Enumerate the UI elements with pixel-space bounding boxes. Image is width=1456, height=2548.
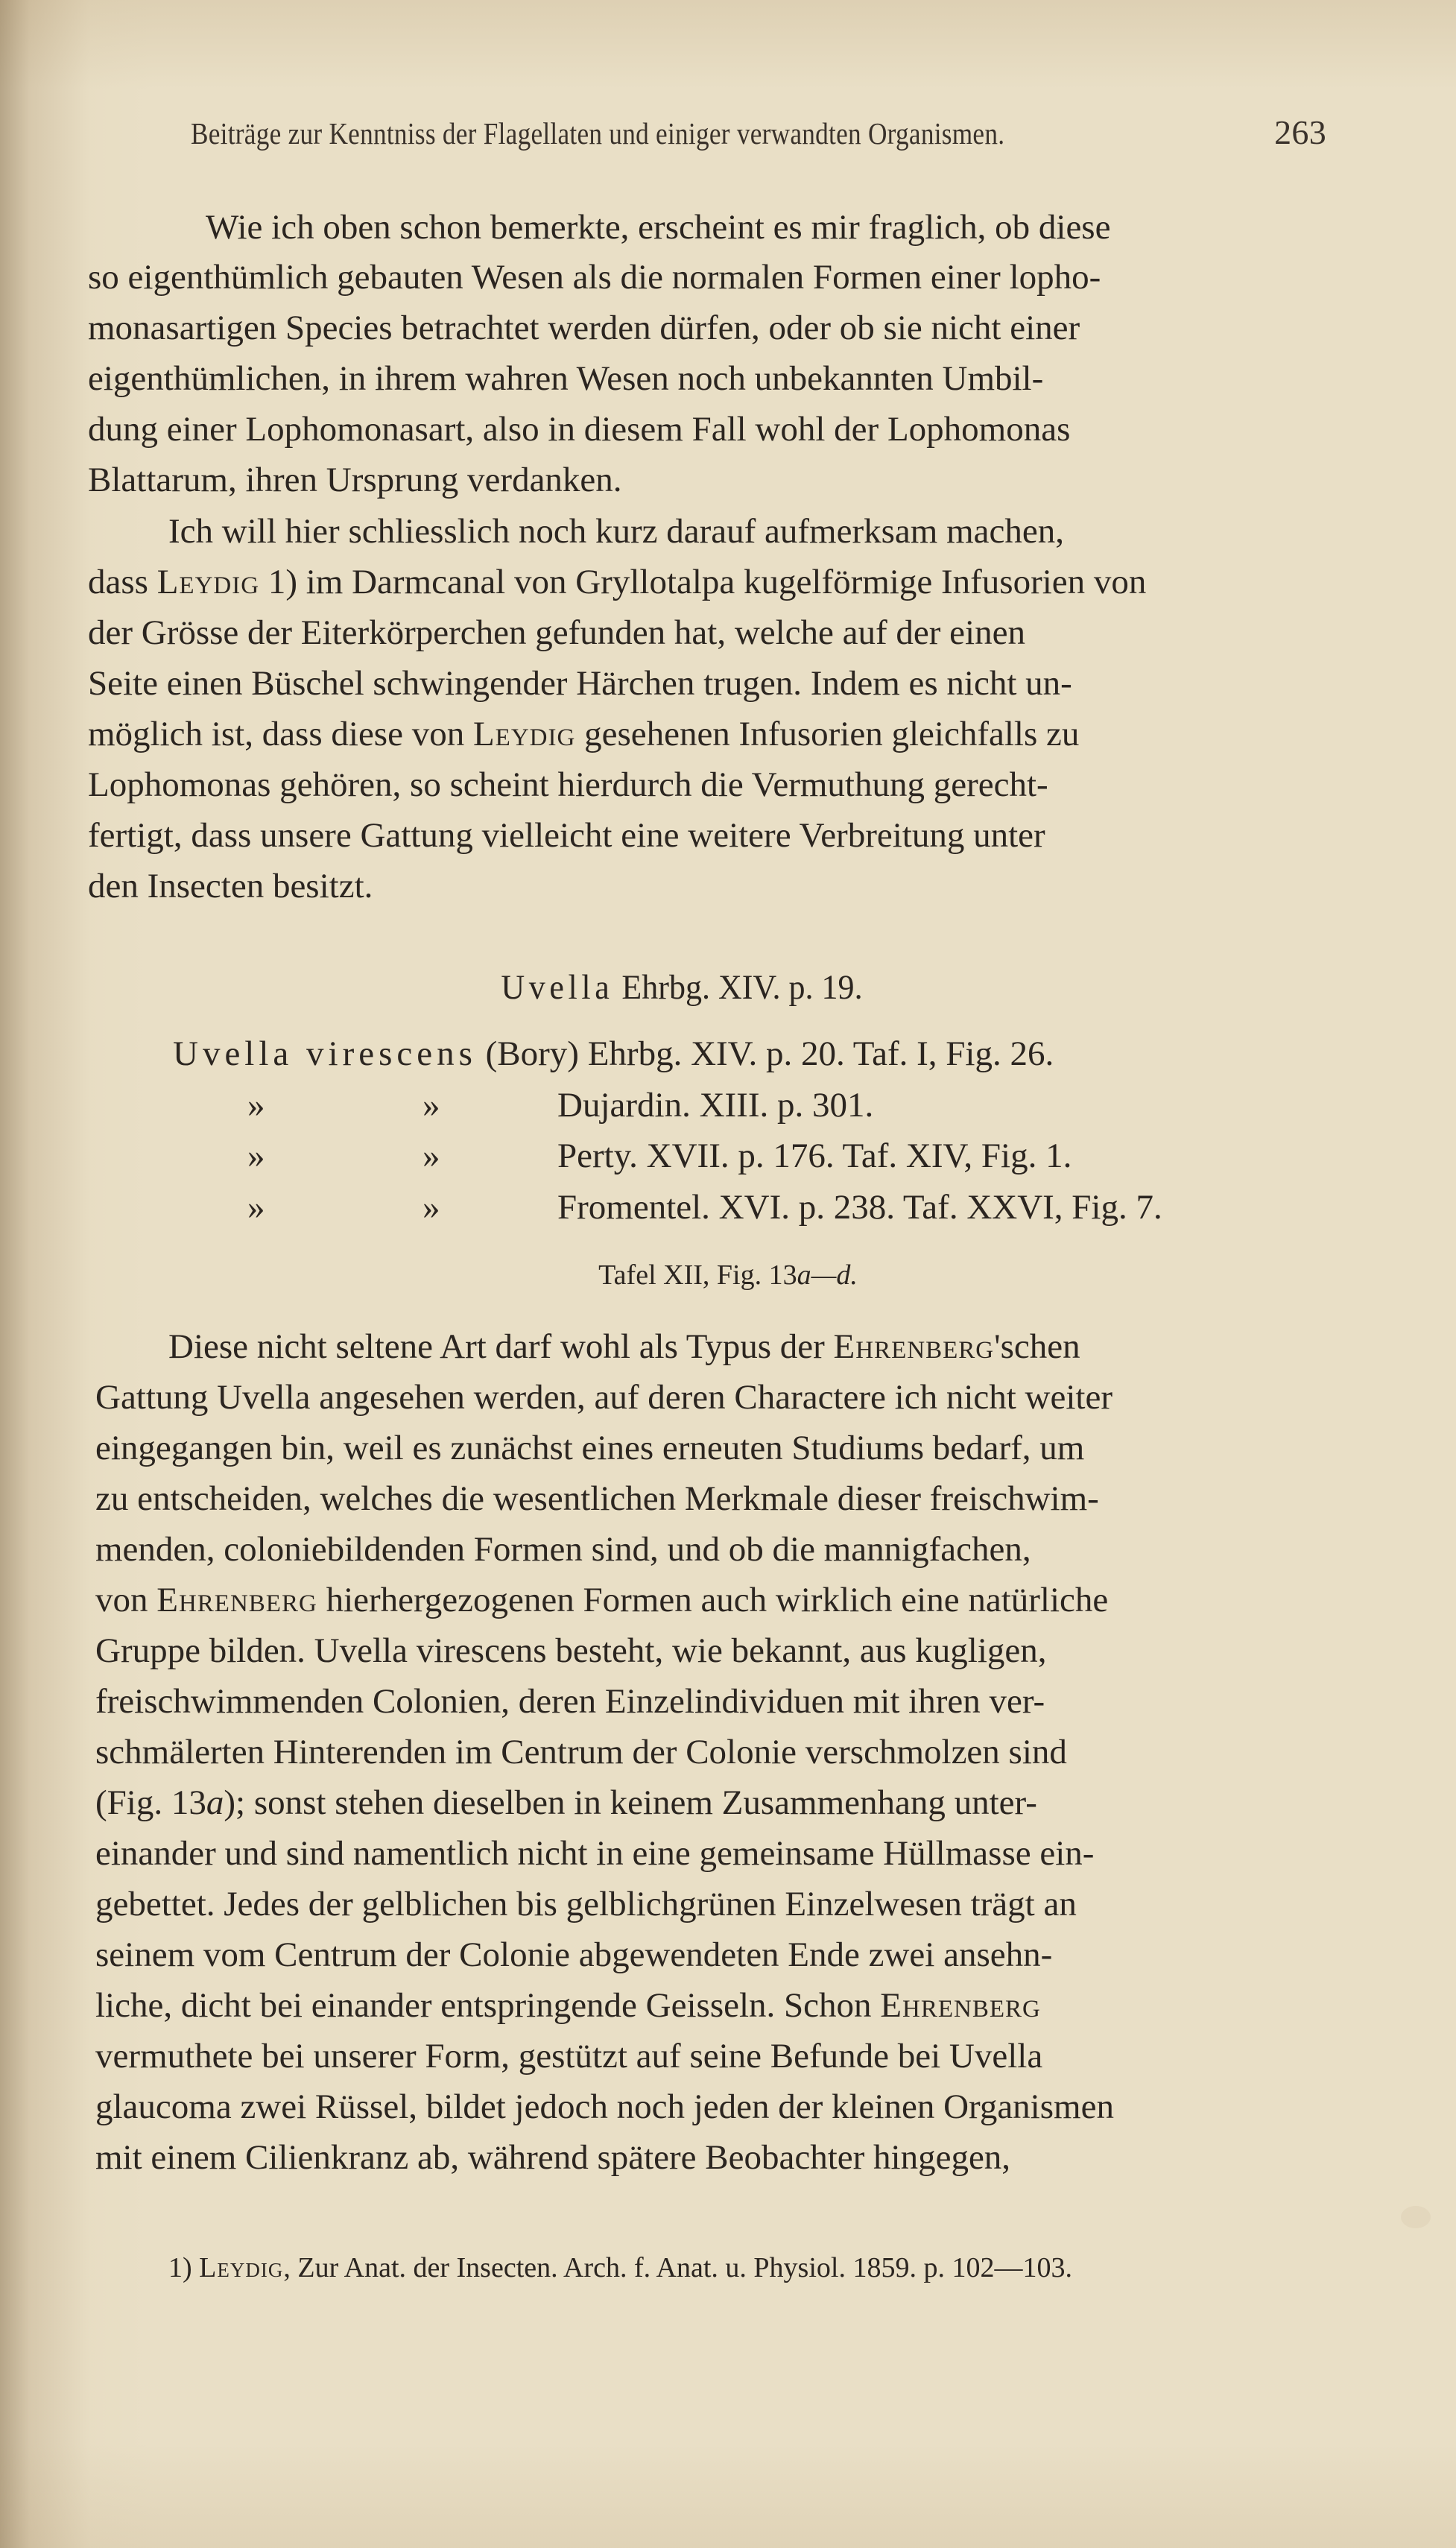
synonymy-row xyxy=(422,1134,440,1178)
line-text: eingegangen bin, weil es zunächst eines erneuten Studiums bedarf, um xyxy=(95,1429,1085,1467)
footnote-text: , Zur Anat. der Insecten. Arch. f. Anat. u. Physiol. 1859. p. 102—103. xyxy=(283,2252,1072,2283)
text-line xyxy=(88,356,1347,401)
line-text: eigenthümlichen, in ihrem wahren Wesen noch unbekannten Umbil- xyxy=(88,359,1044,398)
synonymy-citation-row xyxy=(557,1134,1072,1178)
line-text: freischwimmenden Colonien, deren Einzelindividuen mit ihren ver- xyxy=(95,1682,1045,1721)
line-text: dass xyxy=(88,563,157,601)
text-line xyxy=(95,2135,1010,2180)
line-text: Diese nicht seltene Art darf wohl als Typus der xyxy=(168,1327,834,1366)
paper-stain xyxy=(1401,2206,1431,2228)
page-number: 263 xyxy=(1274,113,1326,151)
line-text: so eigenthümlich gebauten Wesen als die normalen Formen einer lopho- xyxy=(88,258,1101,297)
synonymy-citation-row xyxy=(557,1083,873,1128)
synonymy-row xyxy=(247,1083,265,1128)
plate-figure-range: a—d. xyxy=(797,1259,858,1291)
ditto-mark: » xyxy=(422,1137,440,1175)
synonymy-citation: (Bory) Ehrbg. XIV. p. 20. Taf. I, Fig. 26. xyxy=(485,1034,1054,1073)
line-text: hierhergezogenen Formen auch wirklich eine natürliche xyxy=(317,1581,1109,1619)
line-text: Blattarum, ihren Ursprung verdanken. xyxy=(88,461,622,499)
text-line xyxy=(88,762,1048,807)
text-line xyxy=(95,1831,1094,1876)
text-line xyxy=(95,1375,1112,1420)
text-line xyxy=(95,1932,1052,1977)
ditto-mark: » xyxy=(247,1188,265,1227)
text-line xyxy=(88,813,1045,858)
author-name: Ehrenberg xyxy=(156,1581,317,1619)
plate-text: Tafel XII, Fig. 13 xyxy=(598,1259,797,1291)
text-line xyxy=(88,458,1347,502)
text-line xyxy=(88,864,373,908)
synonymy-citation-row xyxy=(557,1185,1162,1230)
line-text: gesehenen Infusorien gleichfalls zu xyxy=(575,715,1080,753)
genus-citation: Ehrbg. XIV. p. 19. xyxy=(613,968,863,1007)
author-name: Ehrenberg xyxy=(833,1327,995,1366)
text-line xyxy=(88,661,1072,706)
line-text: glaucoma zwei Rüssel, bildet jedoch noch jeden der kleinen Organismen xyxy=(95,2087,1114,2126)
author-name: Leydig xyxy=(156,563,260,601)
line-text: fertigt, dass unsere Gattung vielleicht eine weitere Verbreitung unter xyxy=(88,816,1045,855)
line-text: Seite einen Büschel schwingender Härchen trugen. Indem es nicht un- xyxy=(88,664,1072,703)
figure-letter: a xyxy=(206,1783,224,1822)
plate-reference xyxy=(0,1256,1456,1294)
line-text: möglich ist, dass diese von xyxy=(88,715,473,753)
text-line xyxy=(88,306,1347,350)
line-text: den Insecten besitzt. xyxy=(88,867,373,905)
ditto-mark: » xyxy=(422,1188,440,1227)
text-line xyxy=(95,1628,1046,1673)
line-text: mit einem Cilienkranz ab, während spätere Beobachter hingegen, xyxy=(95,2138,1011,2177)
text-line xyxy=(95,1527,1031,1572)
line-text: Gattung Uvella angesehen werden, auf deren Charactere ich nicht weiter xyxy=(95,1378,1112,1417)
line-text: Lophomonas gehören, so scheint hierdurch die Vermuthung gerecht- xyxy=(88,765,1048,804)
synonymy-citation: Dujardin. XIII. p. 301. xyxy=(557,1086,874,1125)
line-text: einander und sind namentlich nicht in eine gemeinsame Hüllmasse ein- xyxy=(95,1834,1095,1873)
text-line xyxy=(95,1780,1037,1825)
text-line xyxy=(95,1476,1099,1521)
synonymy-citation: Fromentel. XVI. p. 238. Taf. XXVI, Fig. 7. xyxy=(557,1188,1162,1227)
line-text: von xyxy=(95,1581,157,1619)
synonymy-row xyxy=(422,1185,440,1230)
line-text: ); sonst stehen dieselben in keinem Zusammenhang unter- xyxy=(224,1783,1037,1822)
text-line xyxy=(95,2084,1114,2129)
species-name: Uvella virescens xyxy=(173,1034,477,1073)
line-text: seinem vom Centrum der Colonie abgewendeten Ende zwei ansehn- xyxy=(95,1935,1053,1974)
synonymy-row xyxy=(247,1185,265,1230)
genus-name: Uvella xyxy=(501,968,614,1007)
synonymy-row xyxy=(173,1031,1054,1076)
line-text: schmälerten Hinterenden im Centrum der Colonie verschmolzen sind xyxy=(95,1733,1067,1771)
text-line xyxy=(95,1426,1084,1470)
text-line xyxy=(88,560,1146,604)
text-line xyxy=(88,712,1079,756)
line-text: zu entscheiden, welches die wesentlichen Merkmale dieser freischwim- xyxy=(95,1479,1099,1518)
text-line xyxy=(88,255,1347,300)
text-line xyxy=(168,1324,1080,1369)
footnote-marker: 1) xyxy=(168,2252,200,2283)
text-line xyxy=(95,2034,1042,2078)
line-text: Ich will hier schliesslich noch kurz darauf aufmerksam machen, xyxy=(168,512,1064,551)
synonymy-citation: Perty. XVII. p. 176. Taf. XIV, Fig. 1. xyxy=(557,1137,1072,1175)
text-line xyxy=(95,1578,1108,1622)
line-text: Wie ich oben schon bemerkte, erscheint es mir fraglich, ob diese xyxy=(206,208,1111,247)
line-text: vermuthete bei unserer Form, gestützt auf seine Befunde bei Uvella xyxy=(95,2037,1043,2076)
line-text: der Grösse der Eiterkörperchen gefunden hat, welche auf der einen xyxy=(88,613,1025,652)
line-text: Gruppe bilden. Uvella virescens besteht, wie bekannt, aus kugligen, xyxy=(95,1631,1047,1670)
genus-heading xyxy=(0,965,1364,1010)
line-text: 1) im Darmcanal von Gryllotalpa kugelförmige Infusorien von xyxy=(259,563,1147,601)
synonymy-row xyxy=(422,1083,440,1128)
line-text: liche, dicht bei einander entspringende Geisseln. Schon xyxy=(95,1986,881,2025)
running-header xyxy=(186,113,1326,160)
ditto-mark: » xyxy=(422,1086,440,1125)
author-name: Leydig xyxy=(472,715,576,753)
text-line xyxy=(95,1882,1077,1926)
ditto-mark: » xyxy=(247,1137,265,1175)
text-line xyxy=(95,1679,1045,1724)
footnote xyxy=(168,2249,1353,2286)
text-line xyxy=(95,1730,1067,1774)
ditto-mark: » xyxy=(247,1086,265,1125)
line-text: (Fig. 13 xyxy=(95,1783,206,1822)
author-name: Ehrenberg xyxy=(880,1986,1041,2025)
text-line xyxy=(95,1983,1041,2028)
line-text: gebettet. Jedes der gelblichen bis gelblichgrünen Einzelwesen trägt an xyxy=(95,1885,1077,1923)
synonymy-row xyxy=(247,1134,265,1178)
text-line xyxy=(88,610,1025,655)
running-title: Beiträge zur Kenntniss der Flagellaten und einiger verwandten Organismen. xyxy=(191,116,1005,151)
author-name: Leydig xyxy=(199,2252,284,2283)
line-text: menden, coloniebildenden Formen sind, und ob die mannigfachen, xyxy=(95,1530,1031,1569)
line-text: dung einer Lophomonasart, also in diesem Fall wohl der Lophomonas xyxy=(88,410,1071,449)
text-line xyxy=(168,509,1064,554)
text-line xyxy=(168,205,1332,250)
line-text: monasartigen Species betrachtet werden dürfen, oder ob sie nicht einer xyxy=(88,309,1080,347)
line-text: 'schen xyxy=(994,1327,1080,1366)
text-line xyxy=(88,407,1347,452)
